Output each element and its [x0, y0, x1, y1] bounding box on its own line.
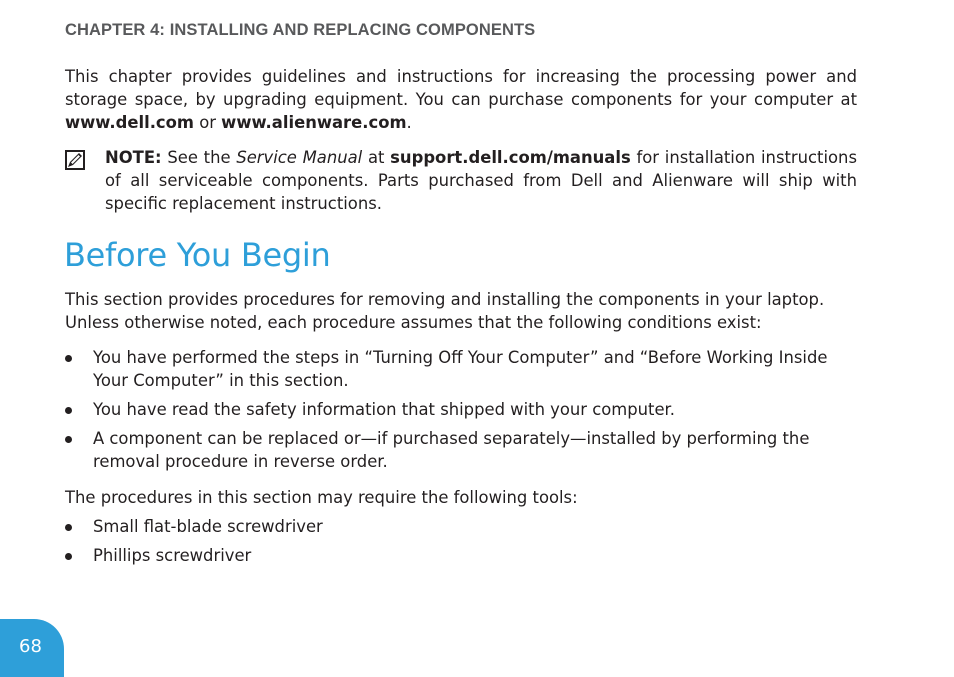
bullet-icon — [65, 524, 72, 531]
bullet-icon — [65, 407, 72, 414]
bullet-icon — [65, 355, 72, 362]
intro-end: . — [406, 113, 412, 132]
list-item — [65, 544, 857, 567]
intro-text: This chapter provides guidelines and instructions for increasing the processing power and storage space, by upgrading equipment. You can purchase components for your computer at — [65, 67, 857, 109]
bullet-icon — [65, 436, 72, 443]
support-link[interactable]: support.dell.com/manuals — [390, 148, 631, 167]
bullet-icon — [65, 553, 72, 560]
service-manual-title: Service Manual — [236, 148, 363, 167]
list-item — [65, 398, 857, 421]
list-item — [65, 346, 857, 392]
tools-list — [65, 515, 857, 573]
list-item-text: Small flat-blade screwdriver — [93, 517, 323, 536]
list-item-text: A component can be replaced or—if purchased separately—installed by performing the removal procedure in reverse order. — [93, 429, 810, 471]
note-paragraph — [105, 146, 857, 215]
note-rest: for installation instructions of all serviceable components. Parts purchased from Dell and Alienware will ship with specific replacement instructions. — [105, 148, 857, 213]
list-item — [65, 427, 857, 473]
alienware-link[interactable]: www.alienware.com — [221, 113, 407, 132]
list-item-text: You have performed the steps in “Turning Off Your Computer” and “Before Working Inside Your Computer” in this section. — [93, 348, 828, 390]
list-item-text: Phillips screwdriver — [93, 546, 252, 565]
note-pre: See the — [161, 148, 237, 167]
chapter-header: CHAPTER 4: INSTALLING AND REPLACING COMPONENTS — [65, 21, 536, 39]
note-pencil-icon — [64, 149, 86, 171]
note-at: at — [362, 148, 391, 167]
dell-link[interactable]: www.dell.com — [65, 113, 194, 132]
section-intro: This section provides procedures for removing and installing the components in your laptop. Unless otherwise noted, each procedure assumes that the following conditions exist: — [65, 290, 825, 332]
intro-paragraph — [65, 65, 857, 134]
tools-intro: The procedures in this section may require the following tools: — [65, 488, 578, 507]
conditions-list — [65, 346, 857, 479]
list-item-text: You have read the safety information that shipped with your computer. — [93, 400, 675, 419]
section-heading: Before You Begin — [64, 236, 331, 274]
page-number: 68 — [19, 636, 42, 657]
list-item — [65, 515, 857, 538]
intro-or: or — [193, 113, 222, 132]
note-label: NOTE: — [105, 148, 162, 167]
